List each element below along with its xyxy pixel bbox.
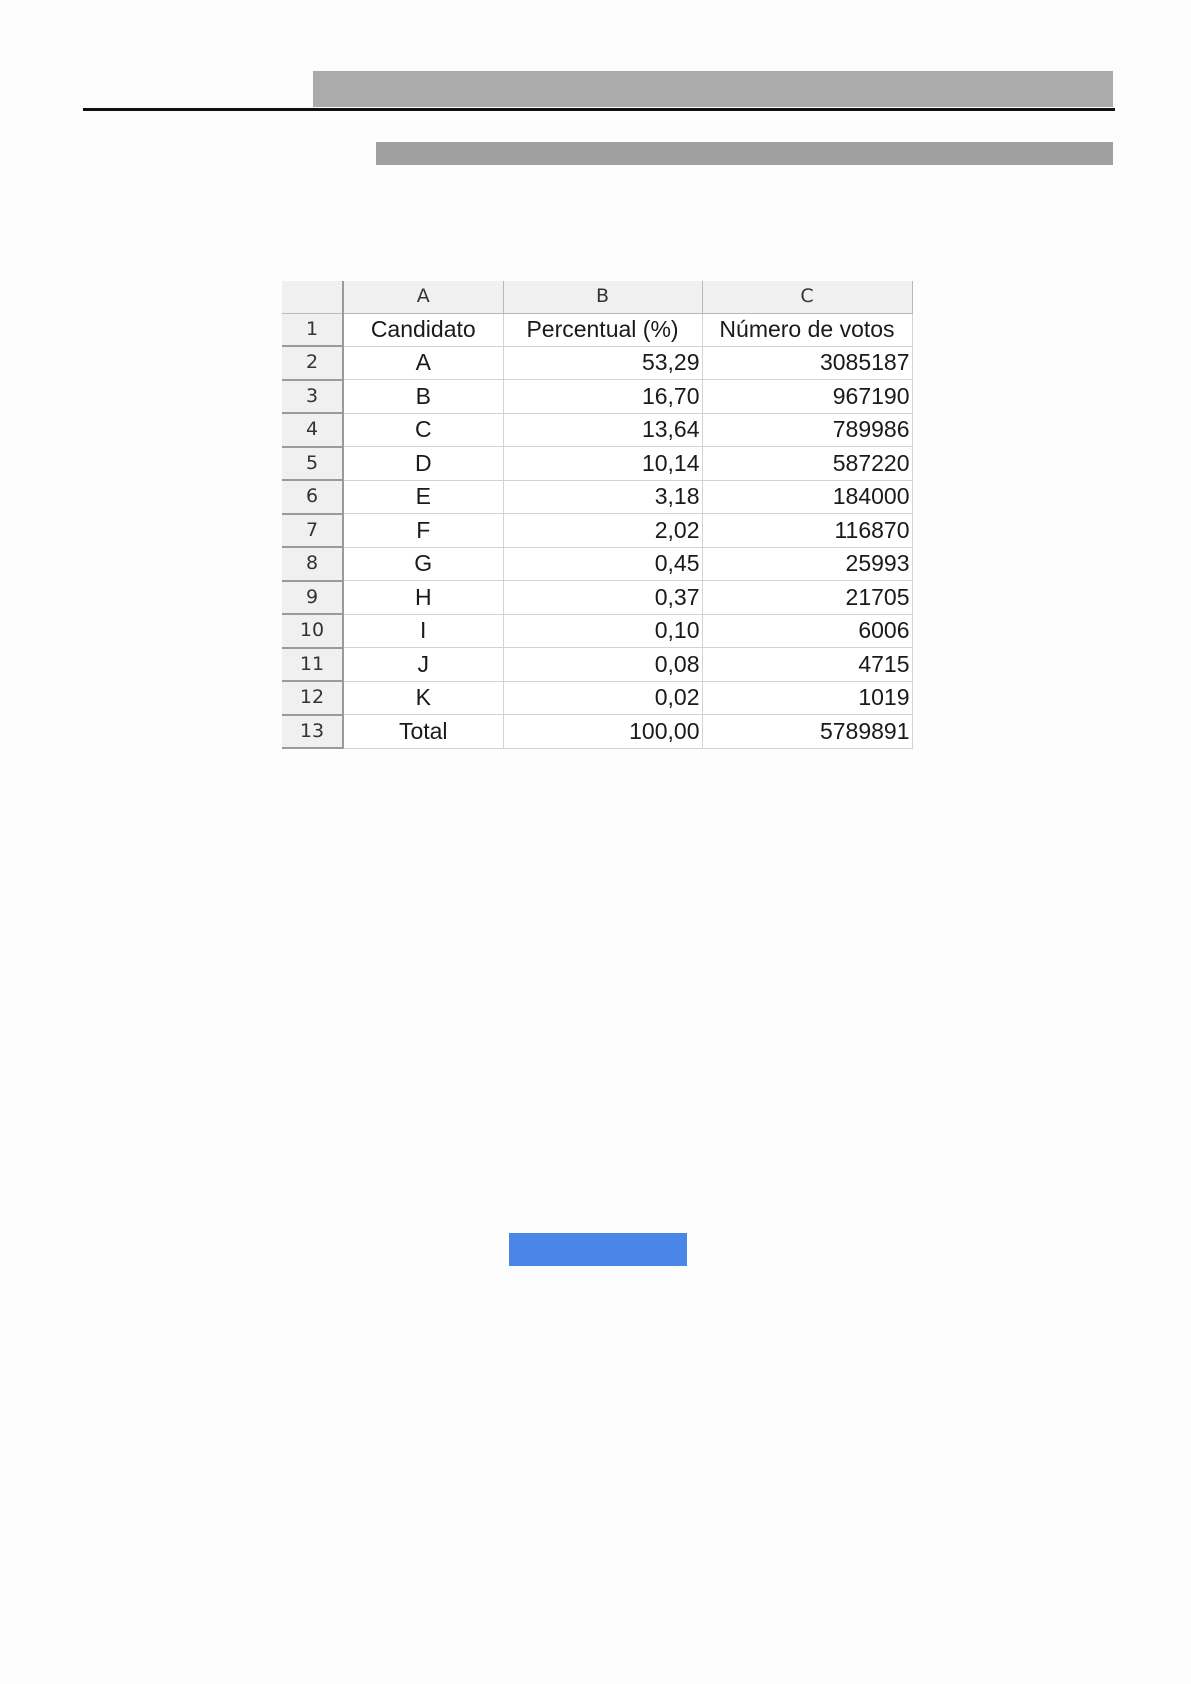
row-number: 6 bbox=[282, 480, 343, 514]
cell-percentual: 0,37 bbox=[503, 581, 702, 615]
cell-numero-votos: 25993 bbox=[702, 547, 912, 581]
cell-candidato: C bbox=[343, 413, 503, 447]
subheader-redaction-bar bbox=[376, 142, 1113, 165]
column-header-a: A bbox=[343, 281, 503, 313]
column-header-row bbox=[282, 281, 912, 313]
cell-numero-votos: 789986 bbox=[702, 413, 912, 447]
header-cell-numero-votos: Número de votos bbox=[702, 313, 912, 346]
table-row bbox=[282, 447, 912, 481]
spreadsheet-table bbox=[282, 281, 913, 749]
table-row bbox=[282, 346, 912, 380]
table-row bbox=[282, 581, 912, 615]
cell-candidato: D bbox=[343, 447, 503, 481]
header-rule bbox=[83, 108, 1115, 111]
row-number: 11 bbox=[282, 648, 343, 682]
cell-candidato: G bbox=[343, 547, 503, 581]
row-number: 9 bbox=[282, 581, 343, 615]
cell-candidato: H bbox=[343, 581, 503, 615]
cell-candidato: F bbox=[343, 514, 503, 548]
row-number: 12 bbox=[282, 681, 343, 715]
row-number: 1 bbox=[282, 313, 343, 346]
cell-numero-votos: 967190 bbox=[702, 380, 912, 414]
cell-numero-votos: 5789891 bbox=[702, 715, 912, 749]
cell-percentual: 2,02 bbox=[503, 514, 702, 548]
cell-numero-votos: 1019 bbox=[702, 681, 912, 715]
cell-candidato: I bbox=[343, 614, 503, 648]
row-number: 10 bbox=[282, 614, 343, 648]
cell-candidato: J bbox=[343, 648, 503, 682]
table-row bbox=[282, 380, 912, 414]
cell-candidato: A bbox=[343, 346, 503, 380]
row-number: 13 bbox=[282, 715, 343, 749]
cell-numero-votos: 184000 bbox=[702, 480, 912, 514]
header-cell-percentual: Percentual (%) bbox=[503, 313, 702, 346]
cell-candidato: K bbox=[343, 681, 503, 715]
cell-numero-votos: 21705 bbox=[702, 581, 912, 615]
row-number: 4 bbox=[282, 413, 343, 447]
row-number: 8 bbox=[282, 547, 343, 581]
table-row bbox=[282, 715, 912, 749]
cell-percentual: 0,45 bbox=[503, 547, 702, 581]
table-header-row bbox=[282, 313, 912, 346]
column-header-c: C bbox=[702, 281, 912, 313]
table-row bbox=[282, 614, 912, 648]
table-row bbox=[282, 547, 912, 581]
header-redaction-bar bbox=[313, 71, 1113, 107]
table-row bbox=[282, 648, 912, 682]
table-row bbox=[282, 413, 912, 447]
cell-percentual: 10,14 bbox=[503, 447, 702, 481]
cell-percentual: 100,00 bbox=[503, 715, 702, 749]
cell-numero-votos: 6006 bbox=[702, 614, 912, 648]
row-number: 7 bbox=[282, 514, 343, 548]
table-row bbox=[282, 681, 912, 715]
highlight-box bbox=[509, 1233, 687, 1266]
cell-numero-votos: 3085187 bbox=[702, 346, 912, 380]
cell-percentual: 3,18 bbox=[503, 480, 702, 514]
cell-numero-votos: 4715 bbox=[702, 648, 912, 682]
cell-percentual: 0,10 bbox=[503, 614, 702, 648]
corner-cell bbox=[282, 281, 343, 313]
cell-numero-votos: 587220 bbox=[702, 447, 912, 481]
cell-candidato: Total bbox=[343, 715, 503, 749]
column-header-b: B bbox=[503, 281, 702, 313]
cell-percentual: 16,70 bbox=[503, 380, 702, 414]
cell-numero-votos: 116870 bbox=[702, 514, 912, 548]
cell-percentual: 53,29 bbox=[503, 346, 702, 380]
table-row bbox=[282, 514, 912, 548]
cell-percentual: 0,02 bbox=[503, 681, 702, 715]
cell-percentual: 13,64 bbox=[503, 413, 702, 447]
row-number: 3 bbox=[282, 380, 343, 414]
header-cell-candidato: Candidato bbox=[343, 313, 503, 346]
row-number: 5 bbox=[282, 447, 343, 481]
cell-candidato: E bbox=[343, 480, 503, 514]
cell-candidato: B bbox=[343, 380, 503, 414]
cell-percentual: 0,08 bbox=[503, 648, 702, 682]
row-number: 2 bbox=[282, 346, 343, 380]
table-row bbox=[282, 480, 912, 514]
